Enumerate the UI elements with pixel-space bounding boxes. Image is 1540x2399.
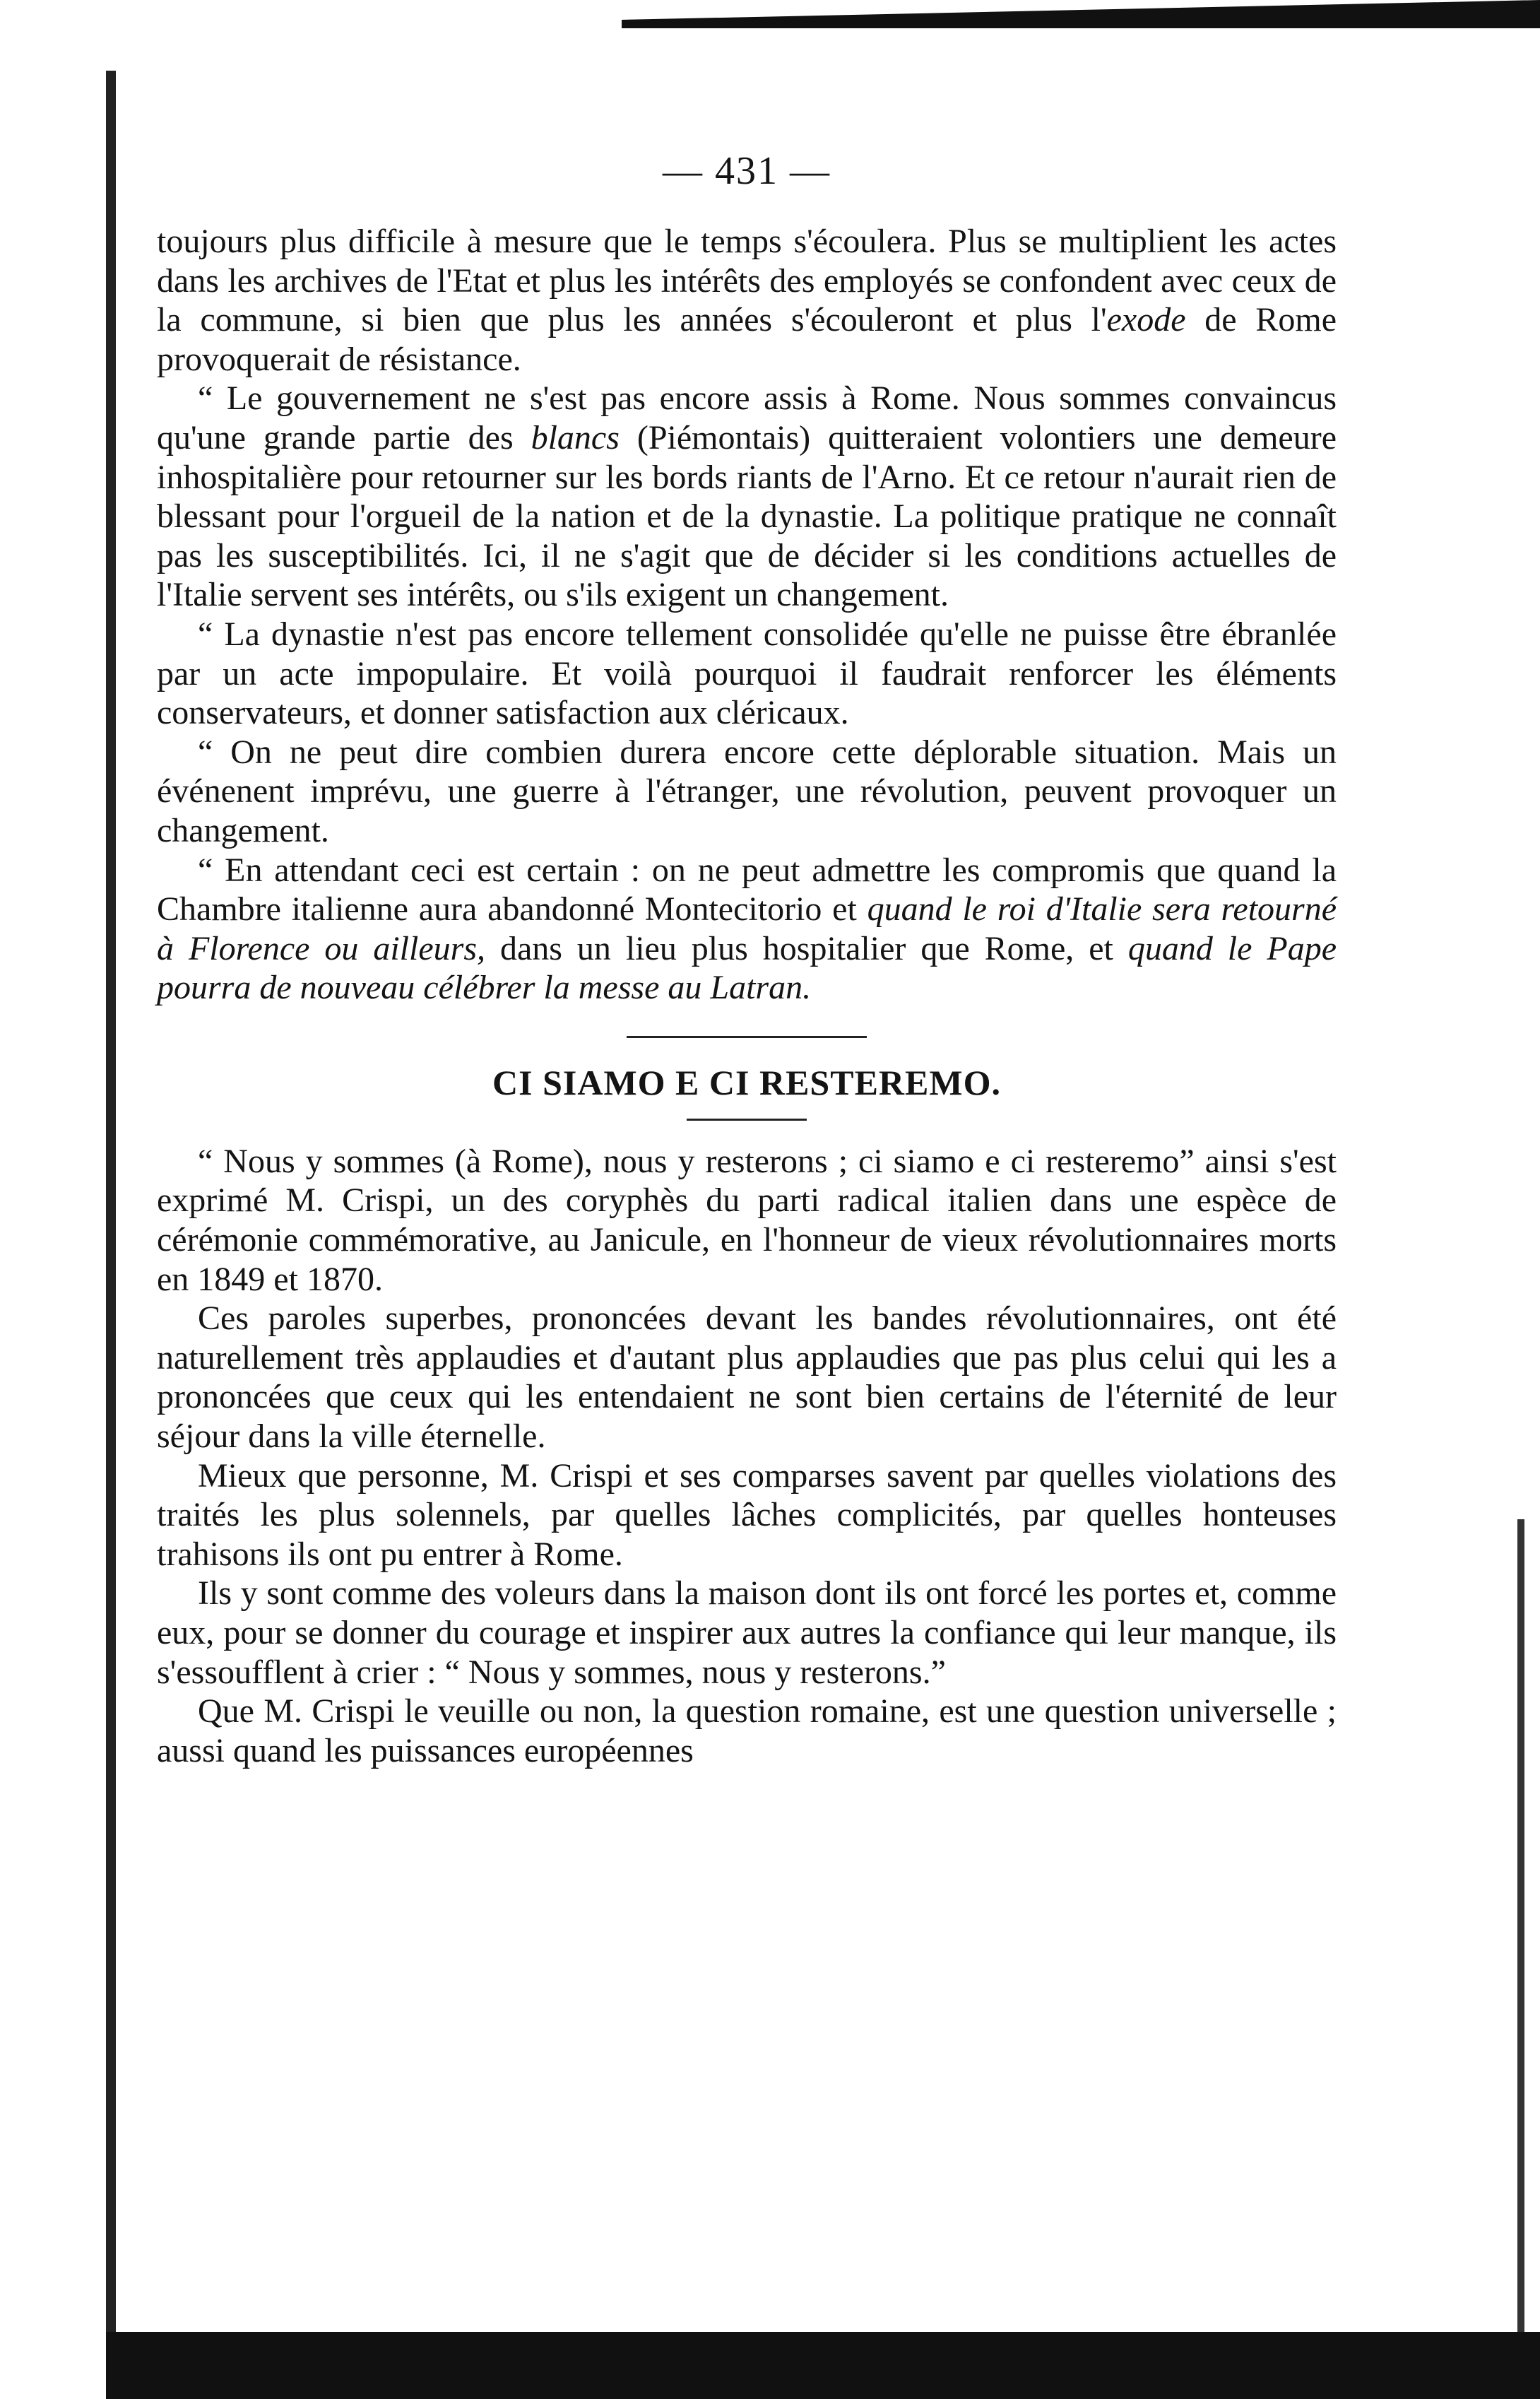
text-run: Ces paroles superbes, prononcées devant les bandes révolutionnaires, ont été naturellement très applaudies et d'autant plus applaudies que pas plus celui qui les a prononcées que ceux qui les entendaient ne sont bien certains de l'éternité de leur séjour dans la ville éternelle. <box>157 1299 1337 1456</box>
scan-border-left <box>106 71 116 2367</box>
text-run: toujours plus difficile à mesure que le temps s'écoulera. Plus se multiplient les actes dans les archives de l'Etat et plus les intérêts des employés se confondent avec ceux de la commune, si bien que plus les années s'écouleront et plus l' <box>157 223 1337 339</box>
text-run: Mieux que personne, M. Crispi et ses comparses savent par quelles violations des traités les plus solennels, par quelles lâches complicités, par quelles honteuses trahisons ils ont pu entrer à Rome. <box>157 1456 1337 1573</box>
page-number: — 431 — <box>663 149 831 193</box>
italic-text: quand le Pape pourra de nouveau célébrer la messe au Latran. <box>157 929 1337 1007</box>
paragraph <box>157 733 1337 851</box>
paragraph <box>157 851 1337 1008</box>
text-run: de Rome provoquerait de résistance. <box>157 301 1337 378</box>
paragraph <box>157 1574 1337 1692</box>
italic-text: exode <box>1106 301 1186 339</box>
text-run: Ils y sont comme des voleurs dans la maison dont ils ont forcé les portes et, comme eux, pour se donner du courage et inspirer aux autres la confiance qui leur manque, ils s'essoufflent à crier : “ Nous y sommes, nous y resterons.” <box>157 1574 1337 1691</box>
text-run: “ En attendant ceci est certain : on ne peut admettre les compromis que quand la Chambre italienne aura abandonné Montecitorio et <box>157 851 1337 929</box>
paragraph <box>157 1456 1337 1574</box>
section-separator-bottom <box>687 1119 807 1121</box>
paragraph <box>157 222 1337 379</box>
paragraph <box>157 379 1337 615</box>
scan-border-top <box>622 0 1540 28</box>
text-run: “ On ne peut dire combien durera encore cette déplorable situation. Mais un événenent imprévu, une guerre à l'étranger, une révolution, peuvent provoquer un changement. <box>157 733 1337 849</box>
scan-border-right <box>1517 1519 1524 2339</box>
text-run: “ Le gouvernement ne s'est pas encore assis à Rome. Nous sommes convaincus qu'une grande partie des <box>157 379 1337 456</box>
text-block-before-section <box>157 222 1337 1008</box>
text-run: “ La dynastie n'est pas encore tellement consolidée qu'elle ne puisse être ébranlée par un acte impopulaire. Et voilà pourquoi il faudrait renforcer les éléments conservateurs, et donner satisfaction aux cléricaux. <box>157 615 1337 732</box>
paragraph <box>157 1142 1337 1299</box>
text-block-after-section <box>157 1142 1337 1771</box>
paragraph <box>157 1299 1337 1456</box>
text-run: “ Nous y sommes (à Rome), nous y resterons ; ci siamo e ci resteremo” ainsi s'est exprimé M. Crispi, un des coryphès du parti radical italien dans une espèce de cérémonie commémorative, au Janicule, en l'honneur de vieux révolutionnaires morts en 1849 et 1870. <box>157 1142 1337 1298</box>
section-title: CI SIAMO E CI RESTEREMO. <box>492 1062 1001 1102</box>
paragraph <box>157 615 1337 733</box>
italic-text: blancs <box>531 418 620 456</box>
text-run: (Piémontais) quitteraient volontiers une demeure inhospitalière pour retourner sur les bords riants de l'Arno. Et ce retour n'aurait rien de blessant pour l'orgueil de la nation et de la dynastie. La politique pratique ne connaît pas les susceptibilités. Ici, il ne s'agit que de décider si les conditions actuelles de l'Italie servent ses intérêts, ou s'ils exigent un changement. <box>157 418 1337 614</box>
scan-border-bottom <box>106 2332 1540 2399</box>
section-separator-top <box>627 1036 867 1038</box>
text-run: dans un lieu plus hospitalier que Rome, et <box>485 929 1128 967</box>
text-run: Que M. Crispi le veuille ou non, la question romaine, est une question universelle ; aussi quand les puissances européennes <box>157 1692 1337 1769</box>
paragraph <box>157 1692 1337 1770</box>
book-page <box>157 141 1337 1770</box>
italic-text: quand le roi d'Italie sera retourné à Florence ou ailleurs, <box>157 890 1337 967</box>
